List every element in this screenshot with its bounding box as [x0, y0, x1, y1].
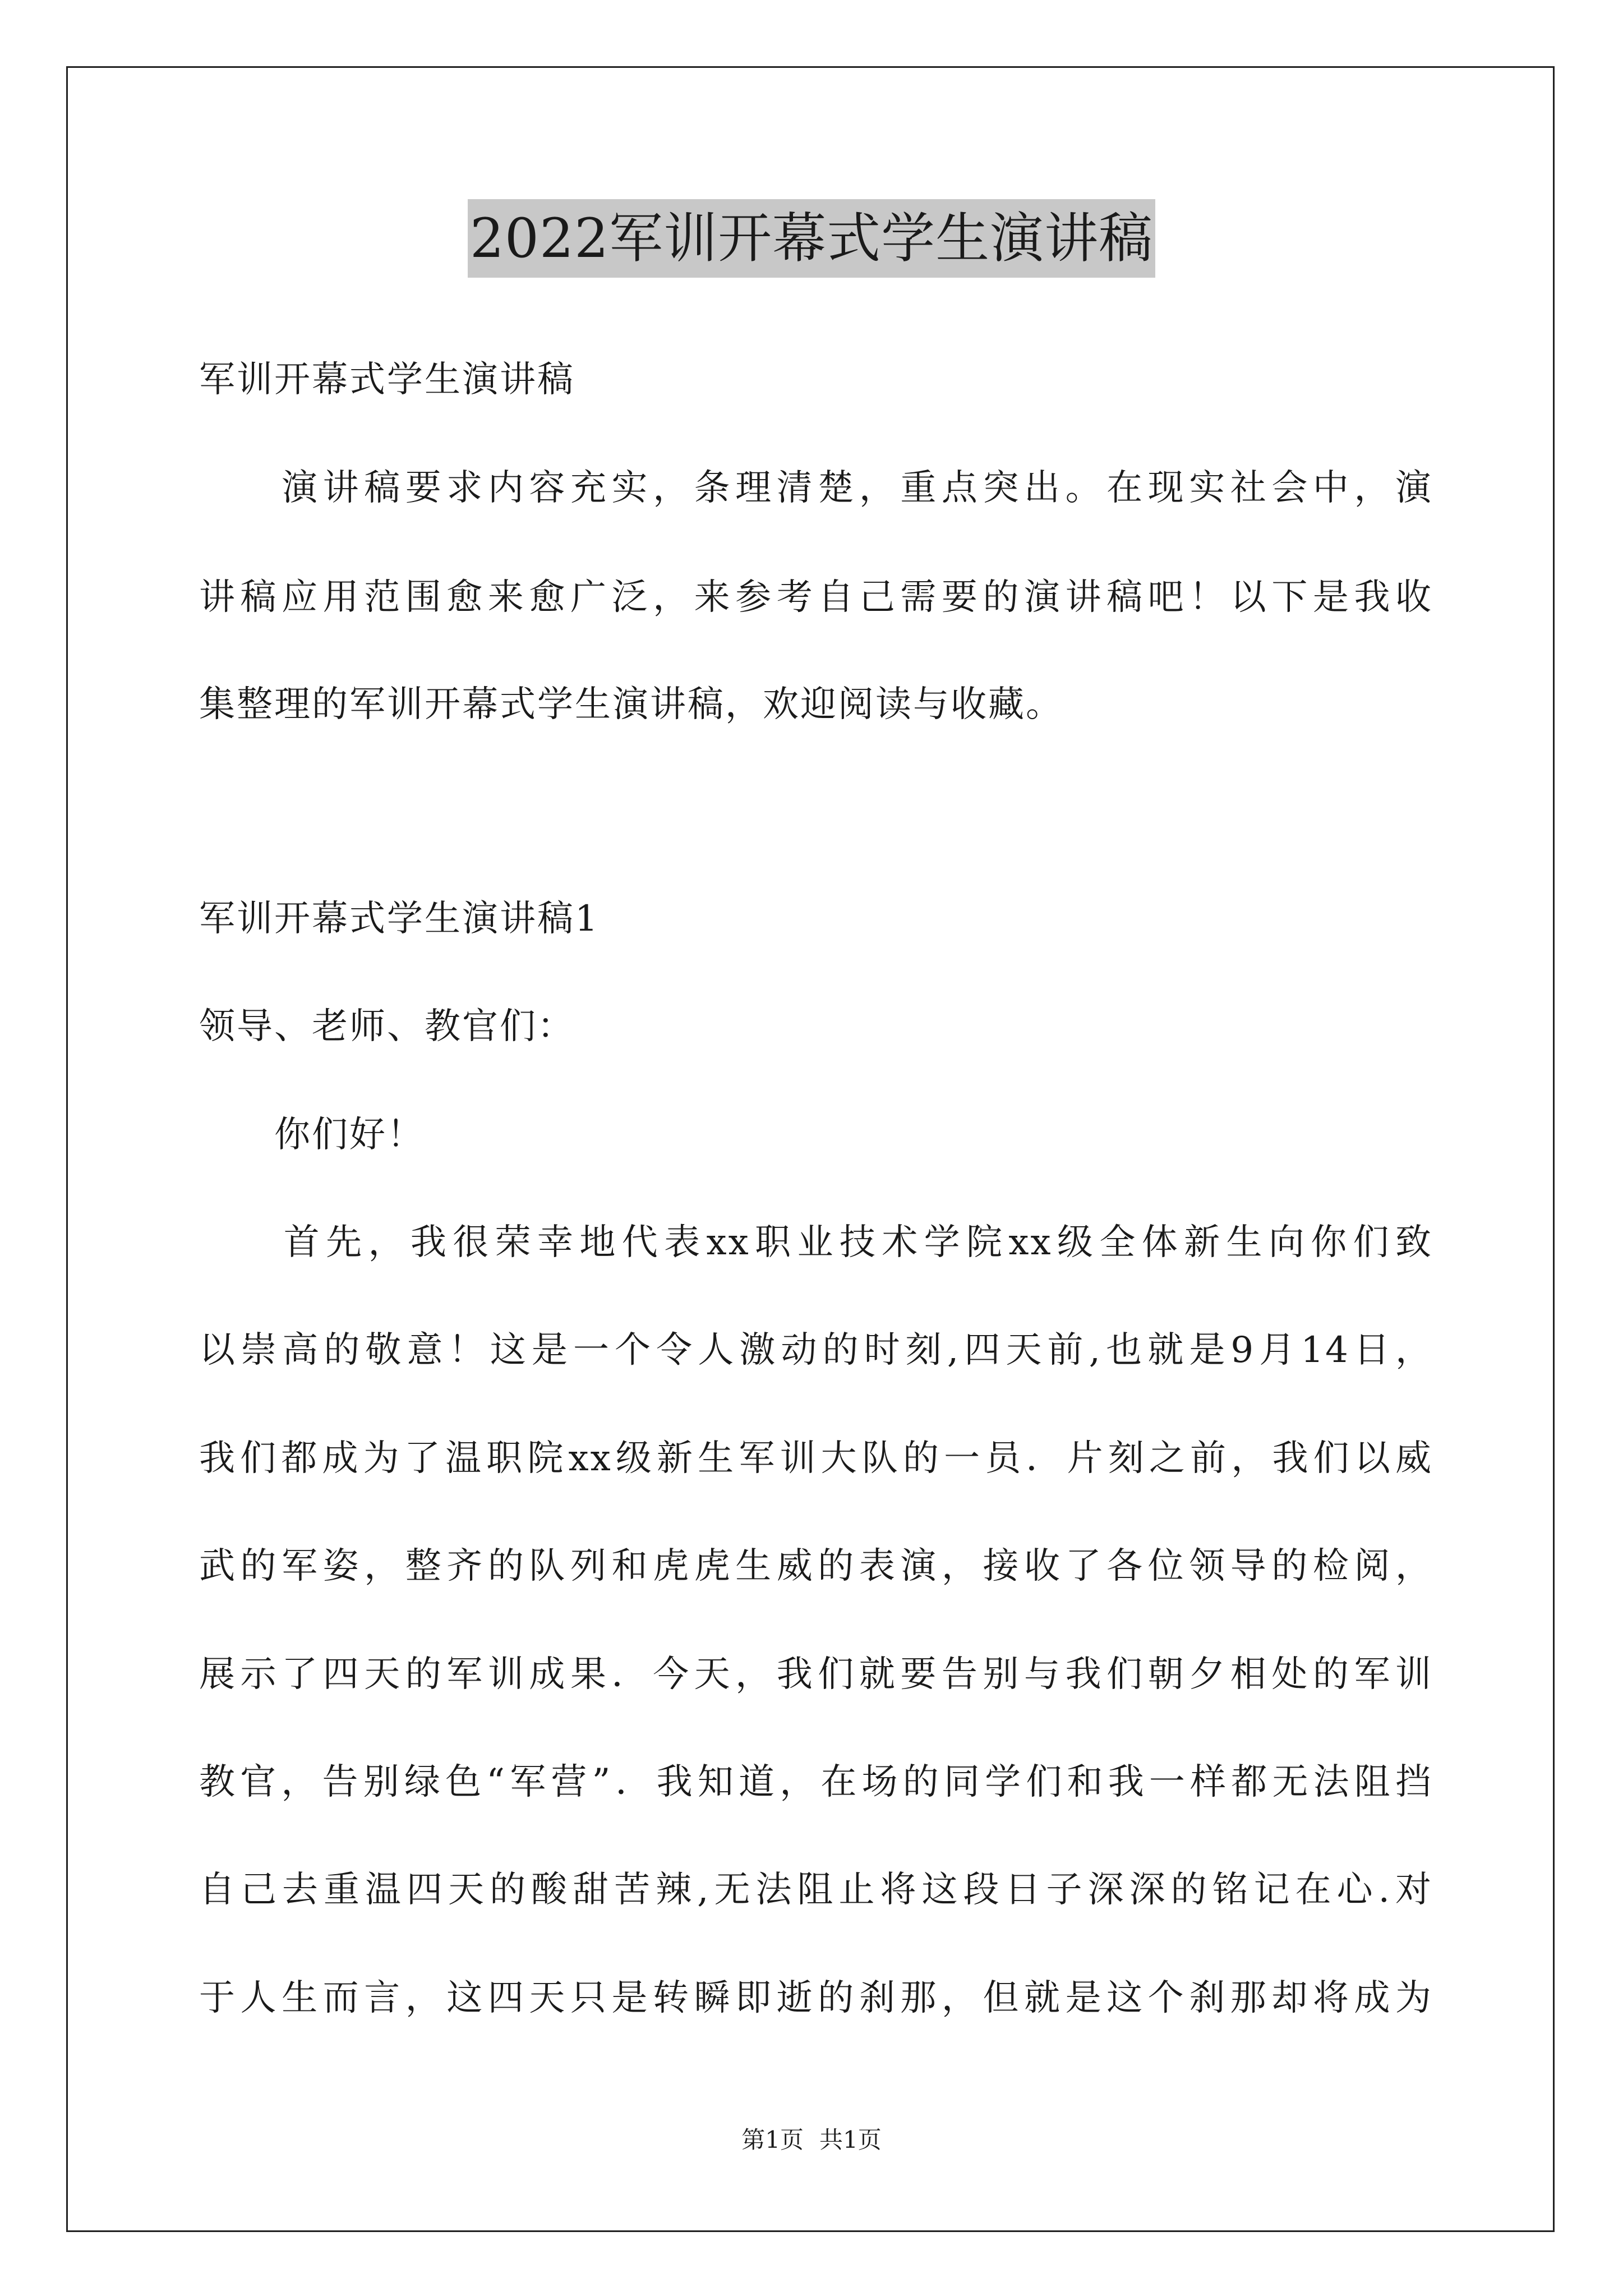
page-footer: [0, 2123, 1623, 2157]
document-title-text: 2022军训开幕式学生演讲稿: [468, 199, 1155, 278]
document-title: [0, 199, 1623, 278]
body-line: 演讲稿要求内容充实，条理清楚，重点突出。在现实社会中，演: [199, 467, 1433, 509]
page-number-total: 共1页: [819, 2126, 882, 2154]
section-heading: 军训开幕式学生演讲稿1: [199, 898, 600, 940]
body-line: 集整理的军训开幕式学生演讲稿，欢迎阅读与收藏。: [199, 684, 1063, 725]
body-line: 武的军姿，整齐的队列和虎虎生威的表演，接收了各位领导的检阅，: [199, 1545, 1433, 1587]
body-line: 教官，告别绿色“军营”．我知道，在场的同学们和我一样都无法阻挡: [199, 1761, 1433, 1803]
body-line: 自己去重温四天的酸甜苦辣,无法阻止将这段日子深深的铭记在心.对: [199, 1869, 1433, 1911]
body-line: 以崇高的敬意！这是一个令人激动的时刻,四天前,也就是9月14日，: [199, 1329, 1433, 1371]
salutation: 领导、老师、教官们：: [199, 1006, 575, 1047]
body-line: 首先，我很荣幸地代表xx职业技术学院xx级全体新生向你们致: [199, 1222, 1433, 1263]
page-number-current: 第1页: [741, 2126, 804, 2154]
body-line: 展示了四天的军训成果．今天，我们就要告别与我们朝夕相处的军训: [199, 1654, 1433, 1695]
section-heading: 军训开幕式学生演讲稿: [199, 359, 575, 401]
body-line: 我们都成为了温职院xx级新生军训大队的一员．片刻之前，我们以威: [199, 1438, 1433, 1479]
greeting: 你们好！: [199, 1114, 425, 1156]
body-line: 于人生而言，这四天只是转瞬即逝的刹那，但就是这个刹那却将成为: [199, 1977, 1433, 2019]
body-line: 讲稿应用范围愈来愈广泛，来参考自己需要的演讲稿吧！以下是我收: [199, 577, 1433, 618]
